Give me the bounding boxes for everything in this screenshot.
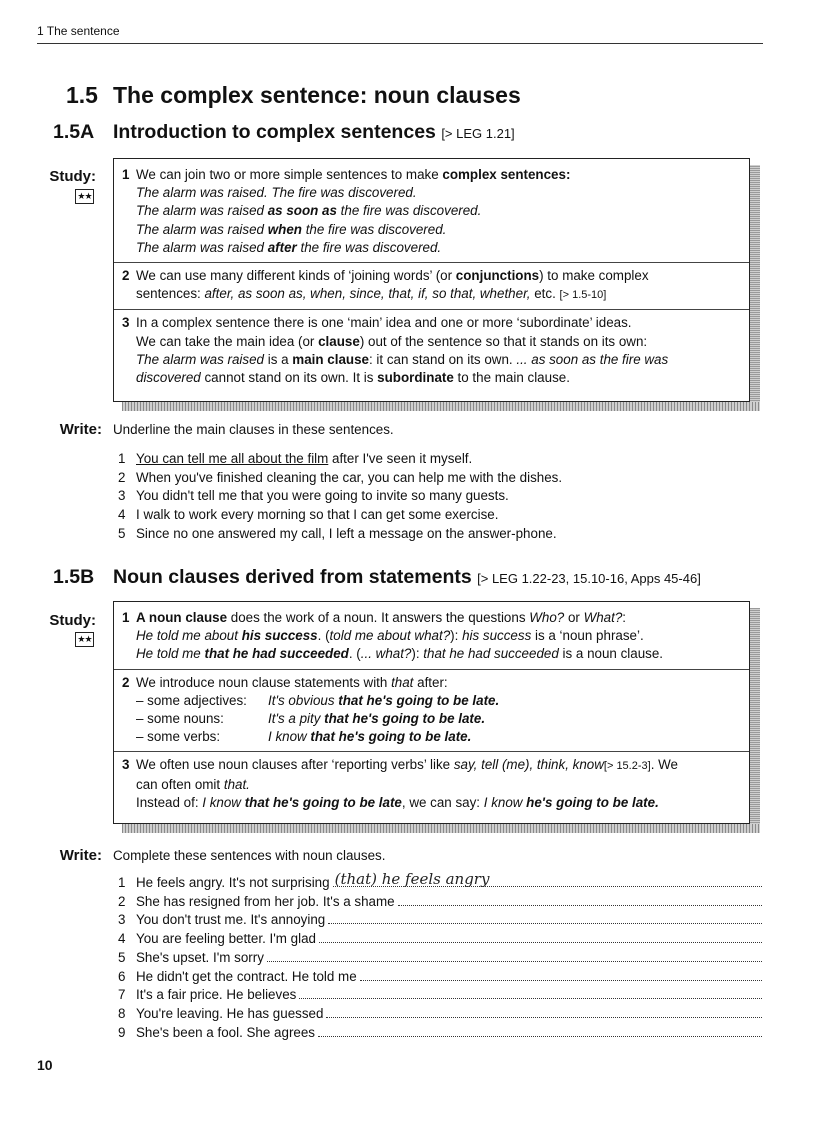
box-divider [114,309,749,310]
difficulty-stars-b: ★★ [75,632,94,647]
box-a-shadow-bottom [122,402,760,411]
subsection-b-title [53,566,701,589]
write-instruction-a: Underline the main clauses in these sentences. [113,422,394,437]
answer-blank[interactable] [398,894,762,906]
answer-blank[interactable] [318,1025,762,1037]
answer-blank[interactable] [326,1006,762,1018]
exercise-item: 3 You didn't tell me that you were going to invite so many guests. [118,488,509,504]
subsection-b-title-text: Noun clauses derived from statements [113,566,472,588]
study-b-point-1: 1 A noun clause does the work of a noun. It answers the questions Who? or What?: He told me about his success. (told me about what?): his success is a ‘noun phrase’. He told me that he had succeeded. (... what?): that he had succeeded is a noun clause. [122,610,664,662]
exercise-item: 1 You can tell me all about the film after I've seen it myself. [118,451,473,466]
subsection-a-title-text: Introduction to complex sentences [113,121,436,143]
study-box-a [113,158,750,402]
section-title-text: The complex sentence: noun clauses [113,82,521,108]
fill-blank-item: 9 She's been a fool. She agrees [118,1024,762,1043]
subsection-b-ref: [> LEG 1.22-23, 15.10-16, Apps 45-46] [477,571,701,586]
study-a-point-3: 3 In a complex sentence there is one ‘main’ idea and one or more ‘subordinate’ ideas. We can take the main idea (or clause) out of the sentence so that it stands on its own: The alarm was raised is a main clause: it can stand on its own. ... as soon as the fire was discovered cannot stand on its own. It is subordinate to the main clause. [122,315,669,386]
study-b-point-2: 2 We introduce noun clause statements with that after: – some adjectives: It's obvious that he's going to be late. – some nouns: It's a pity that he's going to be late. – some verbs: I know that he's going to be late. [122,674,500,745]
study-b-point-3: 3 We often use noun clauses after ‘reporting verbs’ like say, tell (me), think, know[> 15.2-3]. We can often omit that. Instead of: I know that he's going to be late, we can say: I know he's going to be late. [122,757,678,810]
difficulty-stars-a: ★★ [75,189,94,204]
exercise-item: 5 Since no one answered my call, I left a message on the answer-phone. [118,525,557,541]
underlined-main-clause: You can tell me all about the film [136,451,329,466]
subsection-a-title [53,121,515,144]
study-label-a: Study: [49,168,96,185]
box-divider [114,262,749,263]
study-a-point-1: 1 We can join two or more simple sentences to make complex sentences: The alarm was raised. The fire was discovered. The alarm was raised as soon as the fire was discovered. The alarm was raised when the fire was discovered. The alarm was raised after the fire was discovered. [122,167,571,255]
fill-blank-item: 2 She has resigned from her job. It's a shame [118,893,762,912]
fill-blank-item: 4 You are feeling better. I'm glad [118,930,762,949]
answer-blank[interactable] [360,969,762,981]
fill-blank-item: 5 She's upset. I'm sorry [118,949,762,968]
write-label-b: Write: [59,847,102,864]
write-label-a: Write: [59,421,102,438]
study-box-b [113,601,750,824]
subsection-b-number: 1.5B [53,566,95,588]
study-a-point-2: 2 We can use many different kinds of ‘joining words’ (or conjunctions) to make complex sentences: after, as soon as, when, since, that, if, so that, whether, etc. [> 1.5-10] [122,268,649,302]
box-b-shadow-right [750,608,760,833]
study-label-b: Study: [49,612,96,629]
write-instruction-b: Complete these sentences with noun clauses. [113,848,386,863]
answer-blank[interactable] [328,912,762,924]
answer-blank[interactable] [333,870,762,889]
section-title [66,82,521,109]
box-divider [114,751,749,752]
box-a-shadow-right [750,165,760,411]
box-b-shadow-bottom [122,824,760,833]
subsection-a-ref: [> LEG 1.21] [441,126,515,141]
fill-blank-item: 6 He didn't get the contract. He told me [118,968,762,987]
answer-blank[interactable] [267,950,762,962]
fill-blank-item: 3 You don't trust me. It's annoying [118,911,762,930]
handwritten-answer: (that) he feels angry [334,870,490,889]
exercise-item: 2 When you've finished cleaning the car, you can help me with the dishes. [118,469,563,485]
exercise-list-a [118,450,562,544]
section-number: 1.5 [66,82,98,108]
running-head: 1 The sentence [37,24,120,38]
exercise-item: 4 I walk to work every morning so that I can get some exercise. [118,507,499,523]
exercise-list-b [118,870,762,1042]
subsection-a-number: 1.5A [53,121,95,143]
fill-blank-item: 8 You're leaving. He has guessed [118,1005,762,1024]
answer-blank[interactable] [319,931,762,943]
header-rule [37,43,763,44]
fill-blank-item: 7 It's a fair price. He believes [118,986,762,1005]
fill-blank-item: 1 He feels angry. It's not surprising (that) he feels angry [118,874,762,893]
page-number: 10 [37,1057,53,1073]
answer-blank[interactable] [299,987,762,999]
box-divider [114,669,749,670]
